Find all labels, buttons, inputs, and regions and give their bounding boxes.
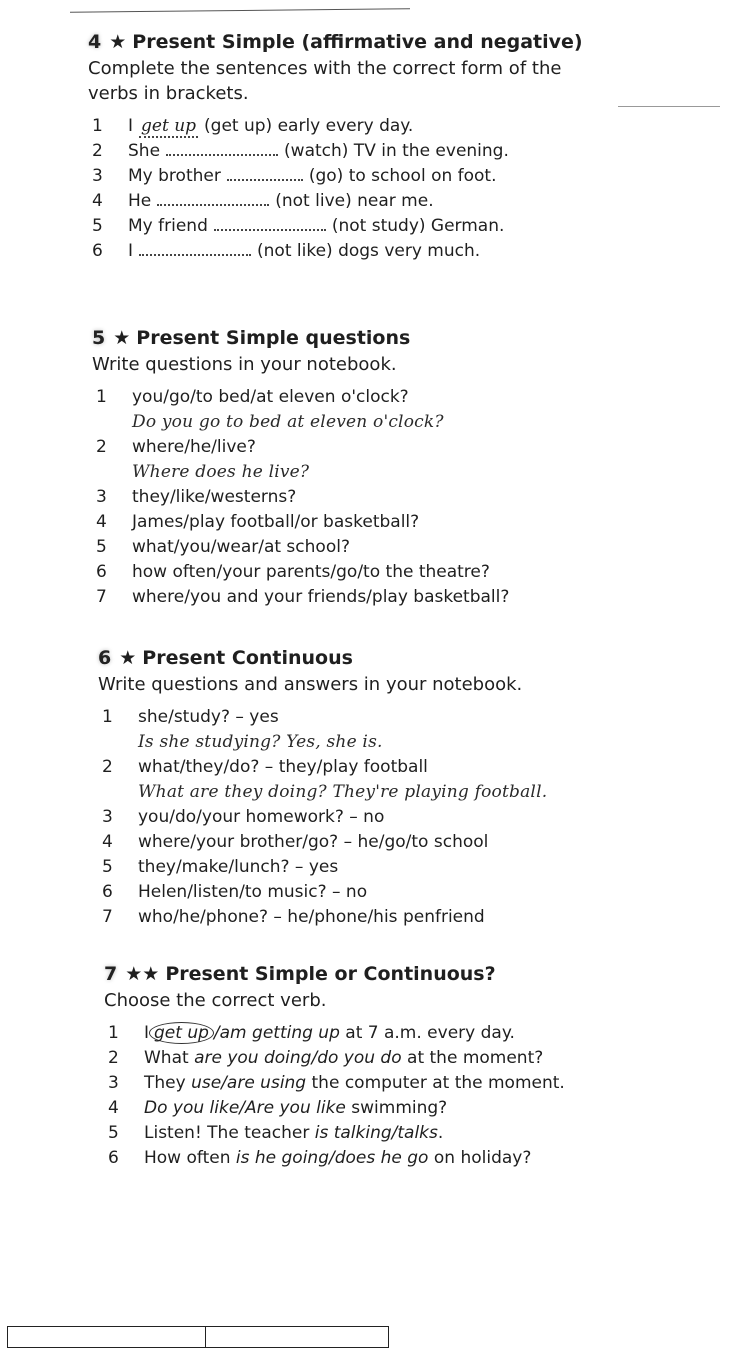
- list-item: 3 you/do/your homework? – no: [102, 807, 385, 827]
- answer-blank[interactable]: [214, 215, 326, 231]
- list-item: 5 Listen! The teacher is talking/talks.: [108, 1123, 444, 1143]
- example-answer: Do you go to bed at eleven o'clock?: [132, 412, 444, 432]
- list-item: 5 My friend (not study) German.: [92, 216, 505, 236]
- exercise-instruction: Choose the correct verb.: [104, 990, 327, 1011]
- exercise-instruction: Complete the sentences with the correct form of the verbs in brackets.: [88, 58, 562, 104]
- exercise-instruction: Write questions and answers in your notebook.: [98, 674, 523, 695]
- list-item: 6 I (not like) dogs very much.: [92, 241, 481, 261]
- list-item: 4 Do you like/Are you like swimming?: [108, 1098, 448, 1118]
- answer-blank[interactable]: [166, 140, 278, 156]
- exercise-6: [98, 646, 658, 930]
- exercise-number: 7: [104, 963, 118, 985]
- exercise-7: [104, 962, 624, 1171]
- exercise-title: Present Simple or Continuous?: [165, 963, 496, 985]
- exercise-4: [88, 30, 608, 264]
- list-item: 5 they/make/lunch? – yes: [102, 857, 339, 877]
- list-item: 2 what/they/do? – they/play football: [102, 757, 428, 777]
- list-item: 3 they/like/westerns?: [96, 487, 297, 507]
- circled-choice[interactable]: get up: [149, 1022, 214, 1044]
- list-item: 7 who/he/phone? – he/phone/his penfriend: [102, 907, 485, 927]
- exercise-number: 4: [88, 31, 102, 53]
- list-item: 2 She (watch) TV in the evening.: [92, 141, 509, 161]
- list-item: 1 she/study? – yes: [102, 707, 279, 727]
- verb-choice[interactable]: am getting up: [219, 1023, 340, 1043]
- exercise-4-heading: [88, 30, 608, 54]
- list-item: 6 Helen/listen/to music? – no: [102, 882, 368, 902]
- list-item: 4 James/play football/or basketball?: [96, 512, 420, 532]
- list-item: 7 where/you and your friends/play basketball?: [96, 587, 510, 607]
- list-item: 1 I get up /am getting up at 7 a.m. every day.: [108, 1023, 515, 1043]
- list-item: 5 what/you/wear/at school?: [96, 537, 350, 557]
- example-answer: Where does he live?: [132, 462, 310, 482]
- list-item: 2 What are you doing/do you do at the moment?: [108, 1048, 544, 1068]
- difficulty-stars: ★★: [125, 963, 160, 985]
- answer-blank[interactable]: [227, 165, 303, 181]
- list-item: 6 How often is he going/does he go on holiday?: [108, 1148, 532, 1168]
- exercise-title: Present Simple (affirmative and negative): [132, 31, 583, 53]
- top-rule: [70, 8, 410, 13]
- list-item: 3 They use/are using the computer at the moment.: [108, 1073, 565, 1093]
- verb-choice[interactable]: are you doing/do you do: [194, 1048, 402, 1068]
- list-item: 1 I get up (get up) early every day.: [92, 116, 414, 136]
- exercise-5: [92, 326, 652, 610]
- difficulty-stars: ★: [113, 327, 131, 349]
- list-item: 1 you/go/to bed/at eleven o'clock?: [96, 387, 409, 407]
- exercise-instruction: Write questions in your notebook.: [92, 354, 397, 375]
- verb-choice[interactable]: is he going/does he go: [235, 1148, 429, 1168]
- list-item: 4 He (not live) near me.: [92, 191, 434, 211]
- exercise-number: 6: [98, 647, 112, 669]
- example-answer: What are they doing? They're playing football.: [138, 782, 548, 802]
- exercise-title: Present Simple questions: [136, 327, 411, 349]
- verb-choice[interactable]: is talking/talks: [314, 1123, 438, 1143]
- verb-choice[interactable]: Do you like/Are you like: [144, 1098, 346, 1118]
- table-divider: [205, 1327, 206, 1347]
- exercise-title: Present Continuous: [142, 647, 353, 669]
- list-item: 2 where/he/live?: [96, 437, 256, 457]
- list-item: 3 My brother (go) to school on foot.: [92, 166, 497, 186]
- example-answer: Is she studying? Yes, she is.: [138, 732, 383, 752]
- difficulty-stars: ★: [119, 647, 137, 669]
- list-item: 4 where/your brother/go? – he/go/to school: [102, 832, 489, 852]
- difficulty-stars: ★: [109, 31, 127, 53]
- list-item: 6 how often/your parents/go/to the theatre?: [96, 562, 490, 582]
- answer-blank[interactable]: [139, 240, 251, 256]
- exercise-5-heading: [92, 326, 652, 350]
- exercise-6-heading: [98, 646, 658, 670]
- verb-choice[interactable]: use/are using: [191, 1073, 307, 1093]
- exercise-7-heading: [104, 962, 624, 986]
- answer-table-edge: [7, 1326, 389, 1348]
- exercise-number: 5: [92, 327, 106, 349]
- answer-blank[interactable]: [157, 190, 269, 206]
- side-rule: [618, 106, 720, 107]
- filled-answer: get up: [141, 116, 197, 136]
